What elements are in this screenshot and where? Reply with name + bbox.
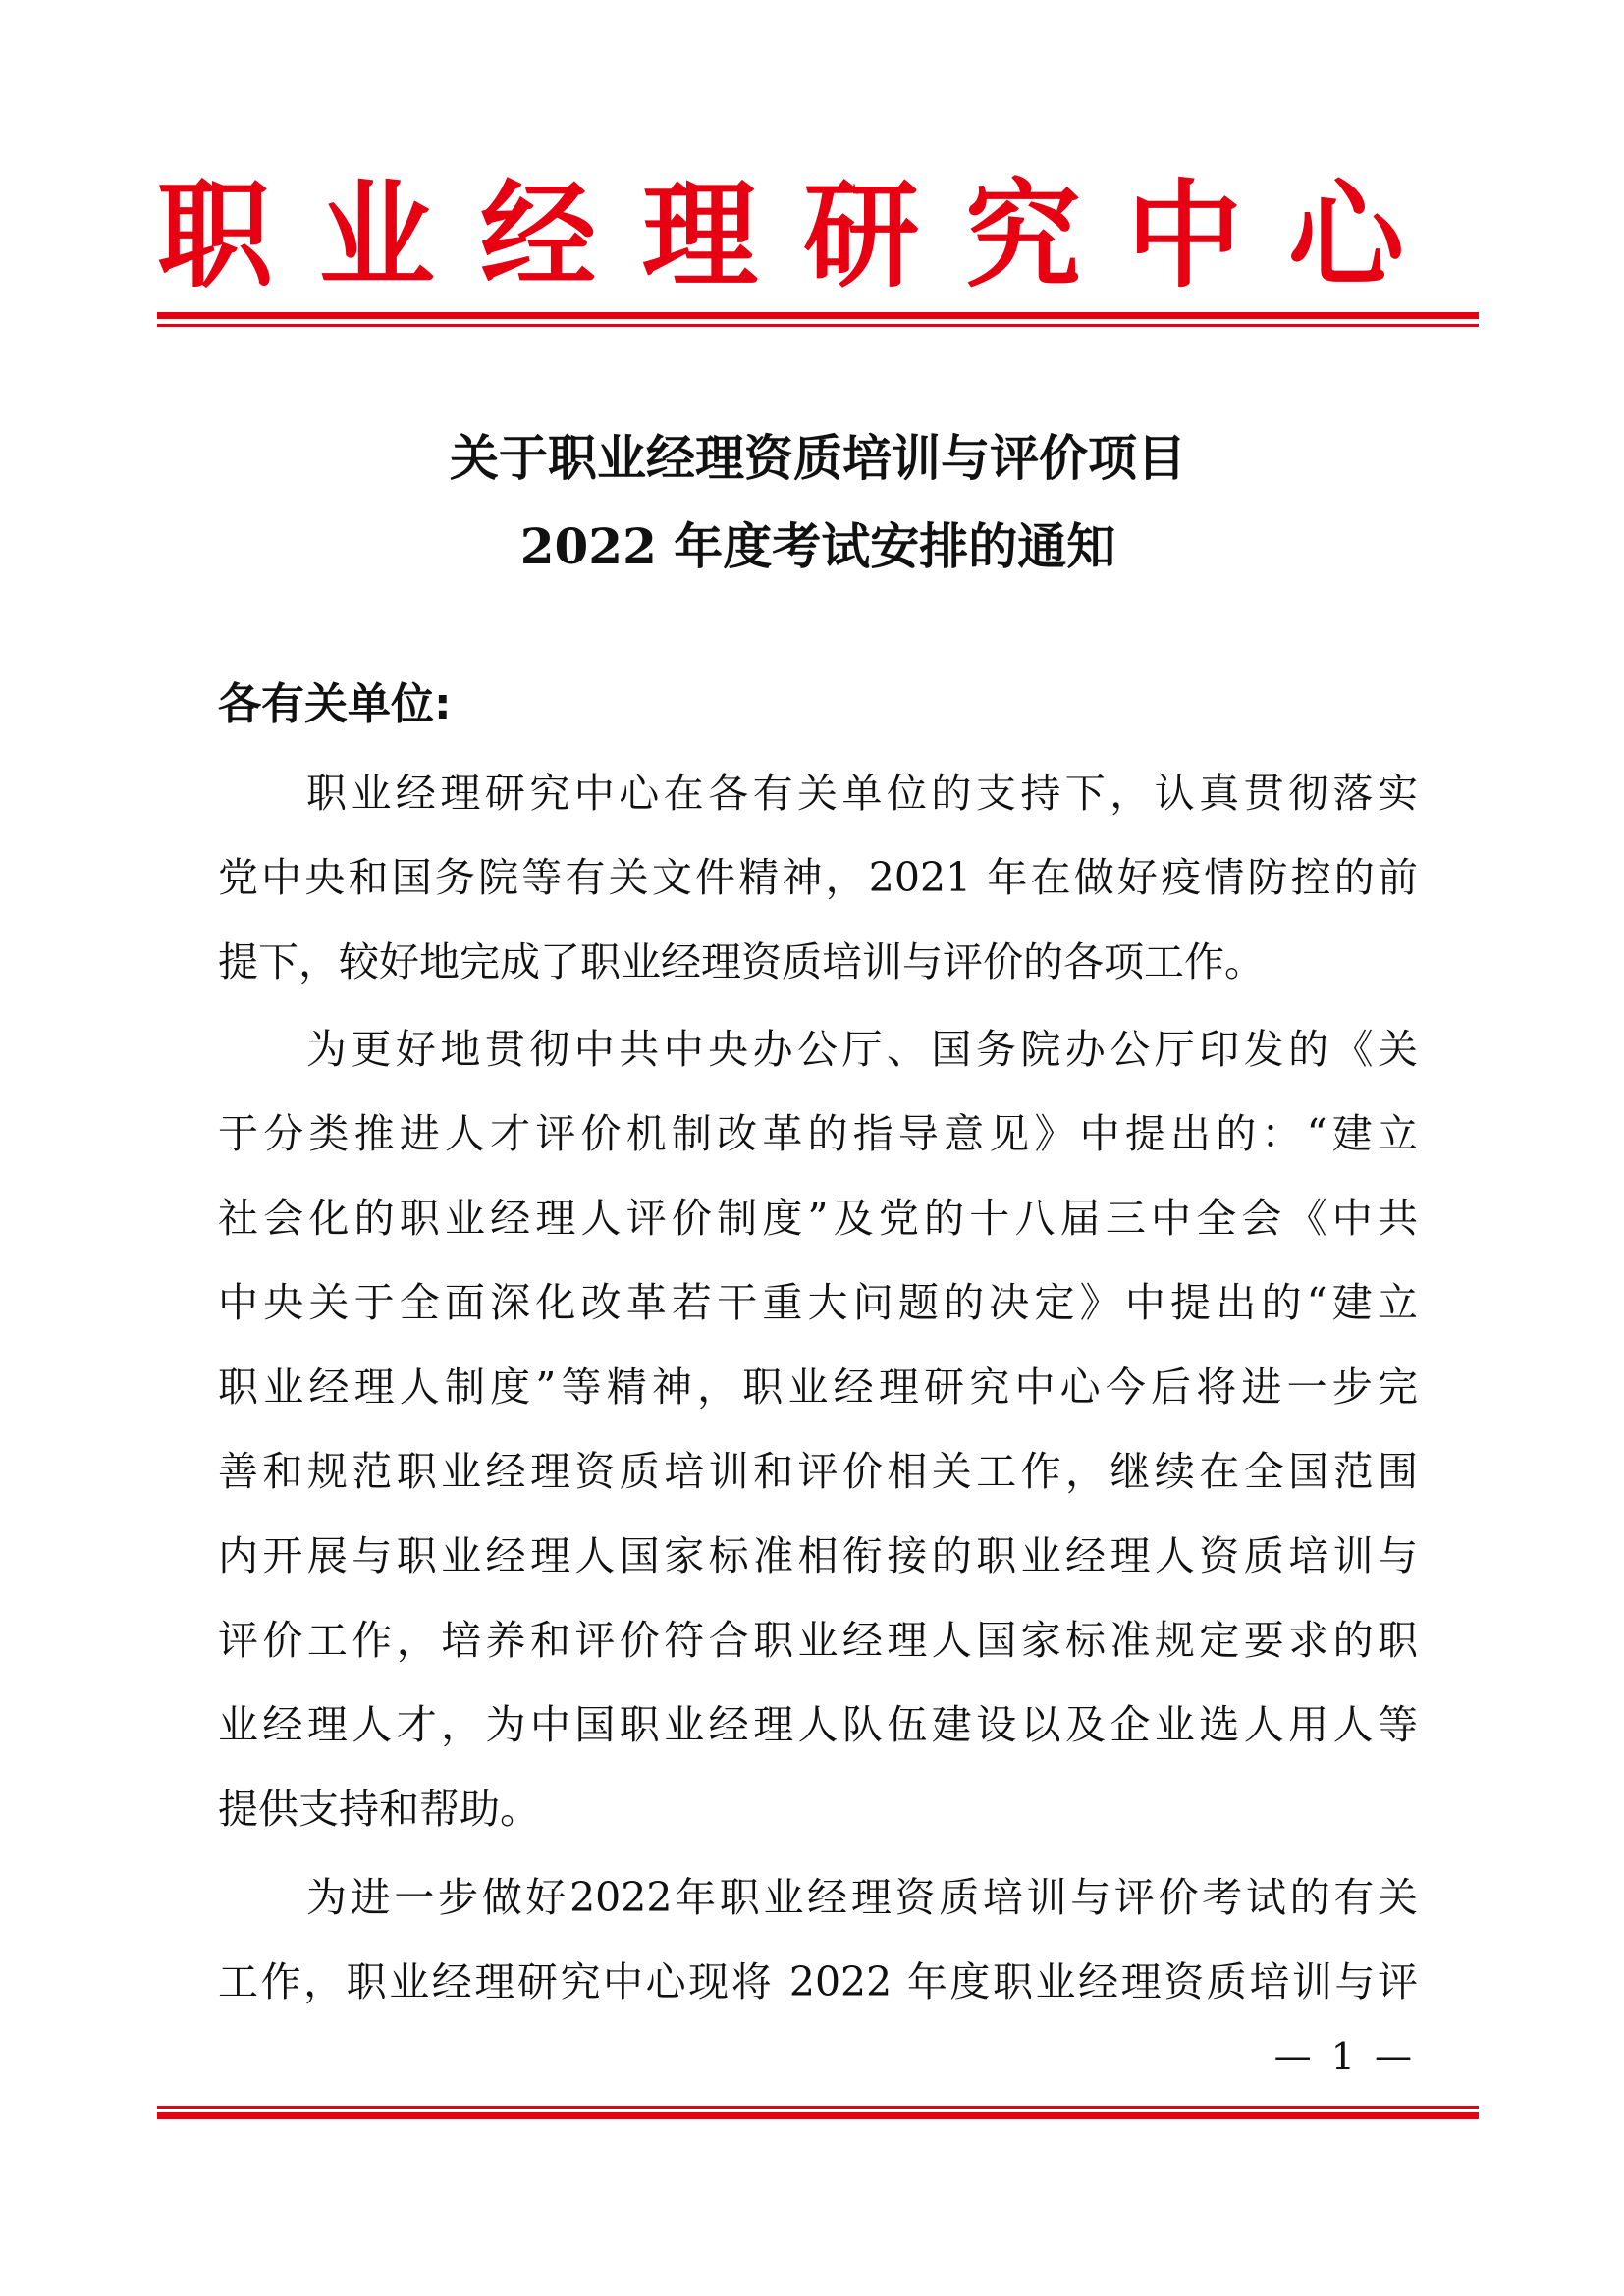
document-title-line-2: 2022 年度考试安排的通知	[519, 517, 1116, 575]
masthead-char: 业	[318, 168, 435, 303]
masthead-char: 心	[1287, 168, 1404, 303]
text-line: 社会化的职业经理人评价制度”及党的十八届三中全会《中共	[218, 1195, 1418, 1242]
paragraph-1	[218, 751, 1418, 1004]
org-masthead	[157, 167, 1404, 304]
text-line: 提下，较好地完成了职业经理资质培训与评价的各项工作。	[218, 938, 1265, 986]
document-title-line-1: 关于职业经理资质培训与评价项目	[450, 429, 1186, 487]
text-line: 职业经理研究中心在各有关单位的支持下，认真贯彻落实	[306, 770, 1418, 817]
salutation: 各有关单位:	[218, 679, 452, 729]
masthead-char: 研	[803, 168, 920, 303]
text-line: 为更好地贯彻中共中央办公厅、国务院办公厅印发的《关	[306, 1026, 1418, 1073]
text-line: 内开展与职业经理人国家标准相衔接的职业经理人资质培训与	[218, 1532, 1418, 1579]
footer-rule-thick	[157, 2112, 1479, 2119]
text-line: 为进一步做好2022年职业经理资质培训与评价考试的有关	[306, 1874, 1418, 1921]
text-line: 评价工作，培养和评价符合职业经理人国家标准规定要求的职	[218, 1617, 1418, 1664]
page-number: — 1 —	[1273, 2035, 1416, 2078]
header-rule-thin	[157, 324, 1479, 327]
footer-rule-thin	[157, 2106, 1479, 2109]
text-line: 党中央和国务院等有关文件精神，2021 年在做好疫情防控的前	[218, 854, 1418, 901]
header-rule-thick	[157, 312, 1479, 319]
text-line: 工作，职业经理研究中心现将 2022 年度职业经理资质培训与评	[218, 1958, 1418, 2005]
text-line: 善和规范职业经理资质培训和评价相关工作，继续在全国范围	[218, 1448, 1418, 1495]
text-line: 职业经理人制度”等精神，职业经理研究中心今后将进一步完	[218, 1363, 1418, 1411]
text-line: 于分类推进人才评价机制改革的指导意见》中提出的：“建立	[218, 1110, 1418, 1157]
text-line: 提供支持和帮助。	[218, 1786, 540, 1833]
text-line: 中央关于全面深化改革若干重大问题的决定》中提出的“建立	[218, 1279, 1418, 1326]
masthead-char: 中	[1126, 168, 1243, 303]
paragraph-2	[218, 1007, 1418, 1851]
masthead-char: 理	[641, 168, 758, 303]
text-line: 业经理人才，为中国职业经理人队伍建设以及企业选人用人等	[218, 1701, 1418, 1748]
masthead-char: 究	[964, 168, 1081, 303]
masthead-char: 职	[157, 168, 274, 303]
masthead-char: 经	[480, 168, 597, 303]
paragraph-3	[218, 1855, 1418, 2024]
